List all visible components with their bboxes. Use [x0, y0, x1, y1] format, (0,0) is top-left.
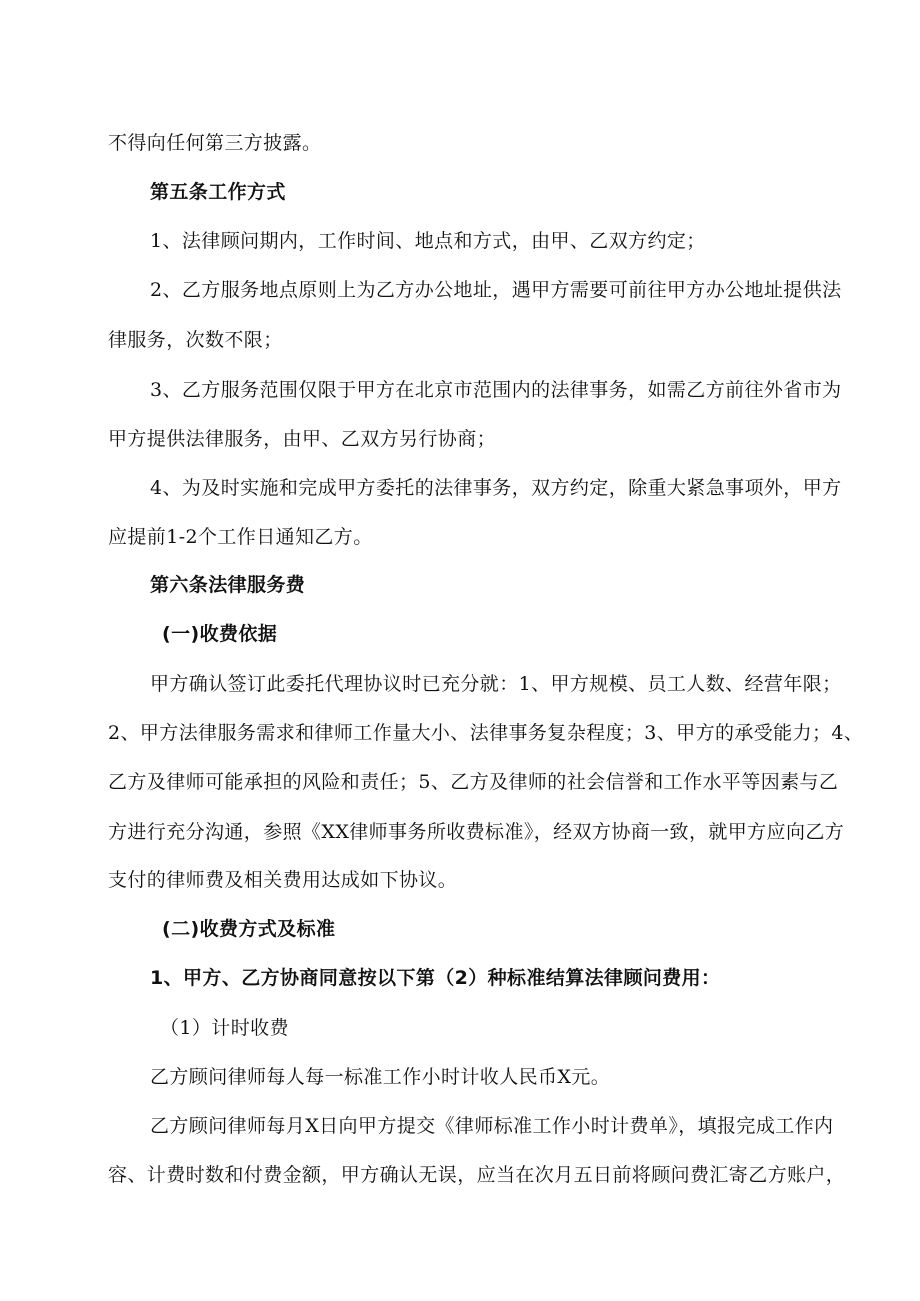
section-1-heading: (一)收费依据 — [162, 623, 278, 645]
fee-agreement-heading: 1、甲方、乙方协商同意按以下第（2）种标准结算法律顾问费用： — [150, 967, 721, 989]
paragraph-line: 2、甲方法律服务需求和律师工作量大小、法律事务复杂程度；3、甲方的承受能力；4、 — [108, 722, 864, 744]
paragraph-line: 2、乙方服务地点原则上为乙方办公地址，遇甲方需要可前往甲方办公地址提供法 — [150, 279, 842, 301]
paragraph-line: 甲方确认签订此委托代理协议时已充分就：1、甲方规模、员工人数、经营年限； — [150, 673, 842, 695]
paragraph-line: 应提前1-2个工作日通知乙方。 — [108, 526, 373, 548]
paragraph-line: 支付的律师费及相关费用达成如下协议。 — [108, 869, 458, 891]
paragraph-line: 乙方及律师可能承担的风险和责任；5、乙方及律师的社会信誉和工作水平等因素与乙 — [108, 771, 839, 793]
paragraph-line: 4、为及时实施和完成甲方委托的法律事务，双方约定，除重大紧急事项外，甲方 — [150, 477, 842, 499]
paragraph-line: 律服务，次数不限； — [108, 329, 283, 351]
paragraph-line: 乙方顾问律师每月X日向甲方提交《律师标准工作小时计费单》，填报完成工作内 — [150, 1115, 834, 1137]
article-6-heading: 第六条法律服务费 — [150, 574, 306, 596]
paragraph-line: 甲方提供法律服务，由甲、乙双方另行协商； — [108, 428, 497, 450]
paragraph-line: 乙方顾问律师每人每一标准工作小时计收人民币X元。 — [150, 1066, 611, 1088]
paragraph-line: 容、计费时数和付费金额，甲方确认无误，应当在次月五日前将顾问费汇寄乙方账户， — [108, 1164, 846, 1186]
hourly-billing-heading: （1）计时收费 — [160, 1017, 289, 1039]
paragraph-line: 方进行充分沟通，参照《XX律师事务所收费标准》，经双方协商一致，就甲方应向乙方 — [108, 821, 845, 843]
article-5-heading: 第五条工作方式 — [150, 181, 286, 203]
paragraph-line: 3、乙方服务范围仅限于甲方在北京市范围内的法律事务，如需乙方前往外省市为 — [150, 379, 842, 401]
paragraph-line: 1、法律顾问期内，工作时间、地点和方式，由甲、乙双方约定； — [150, 230, 706, 252]
section-2-heading: (二)收费方式及标准 — [162, 918, 336, 940]
paragraph-line: 不得向任何第三方披露。 — [108, 132, 322, 154]
